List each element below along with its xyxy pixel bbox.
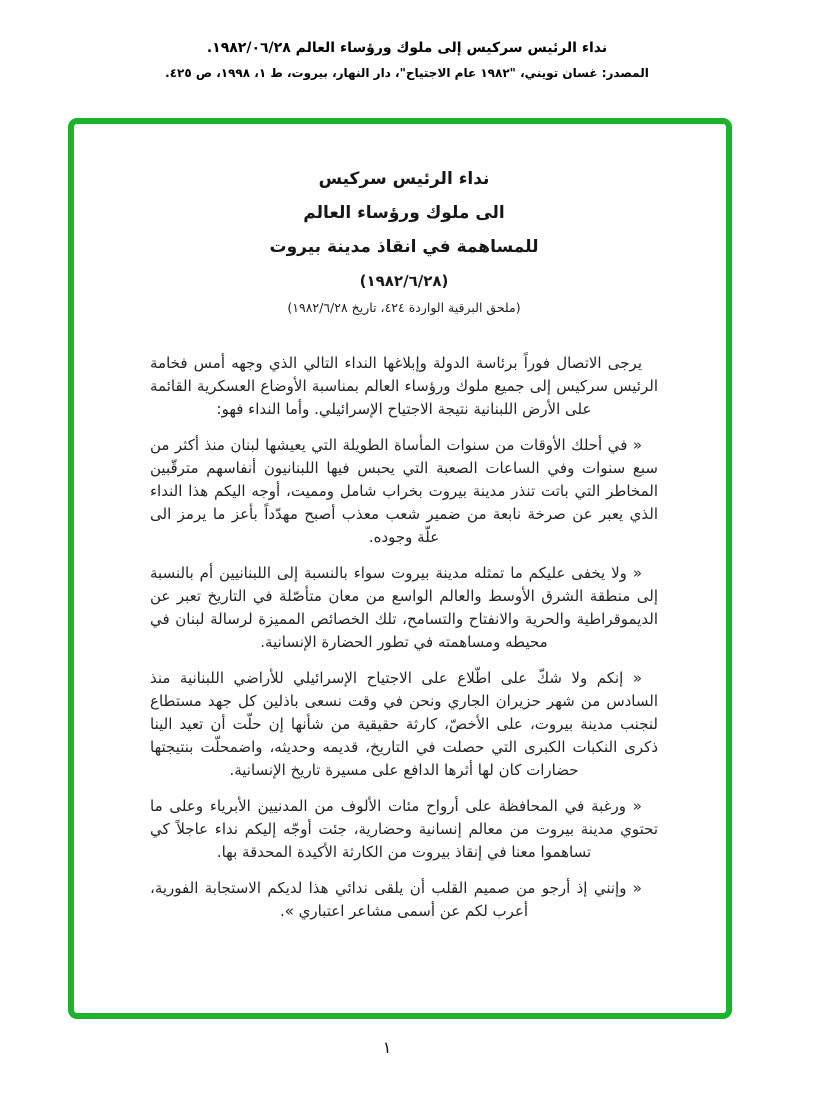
page-number: ١ (382, 1038, 392, 1057)
body-paragraph: « إنكم ولا شكّ على اطّلاع على الاجتياح الإسرائيلي للأراضي اللبنانية منذ السادس من شهر حزيران الجاري ونحن في وقت نسعى باذلين كل جهد مستطاع لنجنب مدينة بيروت، على الأخصّ، كارثة حقيقية من شأنها إن حلّت أن تعيد الينا ذكرى النكبات الكبرى التي حصلت في التاريخ، قديمه وحديثه، واضمحلّت بنتيجتها حضارات كان لها أثرها الدافع على مسيرة تاريخ الإنسانية. (150, 669, 658, 779)
document-title-line-3: للمساهمة في انقاذ مدينة بيروت (269, 237, 539, 257)
document-body (150, 352, 658, 923)
body-paragraph: يرجى الاتصال فوراً برئاسة الدولة وإبلاغها النداء التالي الذي وجهه أمس فخامة الرئيس سركيس إلى جميع ملوك ورؤساء العالم بمناسبة الأوضاع العسكرية القائمة على الأرض اللبنانية نتيجة الاجتياح الإسرائيلي. وأما النداء فهو: (150, 354, 658, 418)
caption-source: المصدر: غسان تويني، "١٩٨٢ عام الاجتياح"، دار النهار، بيروت، ط ١، ١٩٩٨، ص ٤٢٥. (165, 66, 649, 80)
scanned-document (74, 124, 726, 1013)
body-paragraph: « ورغبة في المحافظة على أرواح مئات الألوف من المدنيين الأبرياء وعلى ما تحتوي مدينة بيروت من معالم إنسانية وحضارية، جئت أوجّه إليكم نداء عاجلاً كي تساهموا معنا في إنقاذ بيروت من الكارثة الأكيدة المحدقة بها. (150, 797, 658, 861)
body-paragraph: « وإنني إذ أرجو من صميم القلب أن يلقى ندائي هذا لديكم الاستجابة الفورية، أعرب لكم عن أسمى مشاعر اعتباري ». (150, 879, 642, 920)
document-subtitle: (ملحق البرقية الواردة ٤٢٤، تاريخ ١٩٨٢/٦/٢٨) (287, 300, 521, 315)
document-title-line-1: نداء الرئيس سركيس (318, 169, 490, 189)
caption-header (0, 38, 814, 82)
caption-title: نداء الرئيس سركيس إلى ملوك ورؤساء العالم ١٩٨٢/٠٦/٢٨. (206, 40, 608, 56)
highlight-frame (68, 118, 732, 1019)
body-paragraph: « في أحلك الأوقات من سنوات المأساة الطويلة التي يعيشها لبنان منذ أكثر من سبع سنوات وفي الساعات الصعبة التي يحبس فيها اللبنانيون أنفاسهم مترقّبين المخاطر التي باتت تنذر مدينة بيروت بخراب شامل ومميت، أوجه اليكم هذا النداء الذي يعبر عن صرخة نابعة من ضمير شعب معذب أصبح مهدّداً بأعز ما يرمز الى علّة وجوده. (150, 436, 658, 546)
document-title-line-2: الى ملوك ورؤساء العالم (303, 203, 505, 223)
document-title-block (150, 162, 658, 298)
document-title-date: (١٩٨٢/٦/٢٨) (359, 272, 449, 290)
body-paragraph: « ولا يخفى عليكم ما تمثله مدينة بيروت سواء بالنسبة إلى اللبنانيين أم بالنسبة إلى منطقة الشرق الأوسط والعالم الواسع من معان متأصّلة في التاريخ تعبر عن الديموقراطية والحرية والانفتاح والتسامح، تلك الخصائص المميزة لرسالة لبنان في محيطه ومساهمته في تطور الحضارة الإنسانية. (150, 564, 658, 651)
